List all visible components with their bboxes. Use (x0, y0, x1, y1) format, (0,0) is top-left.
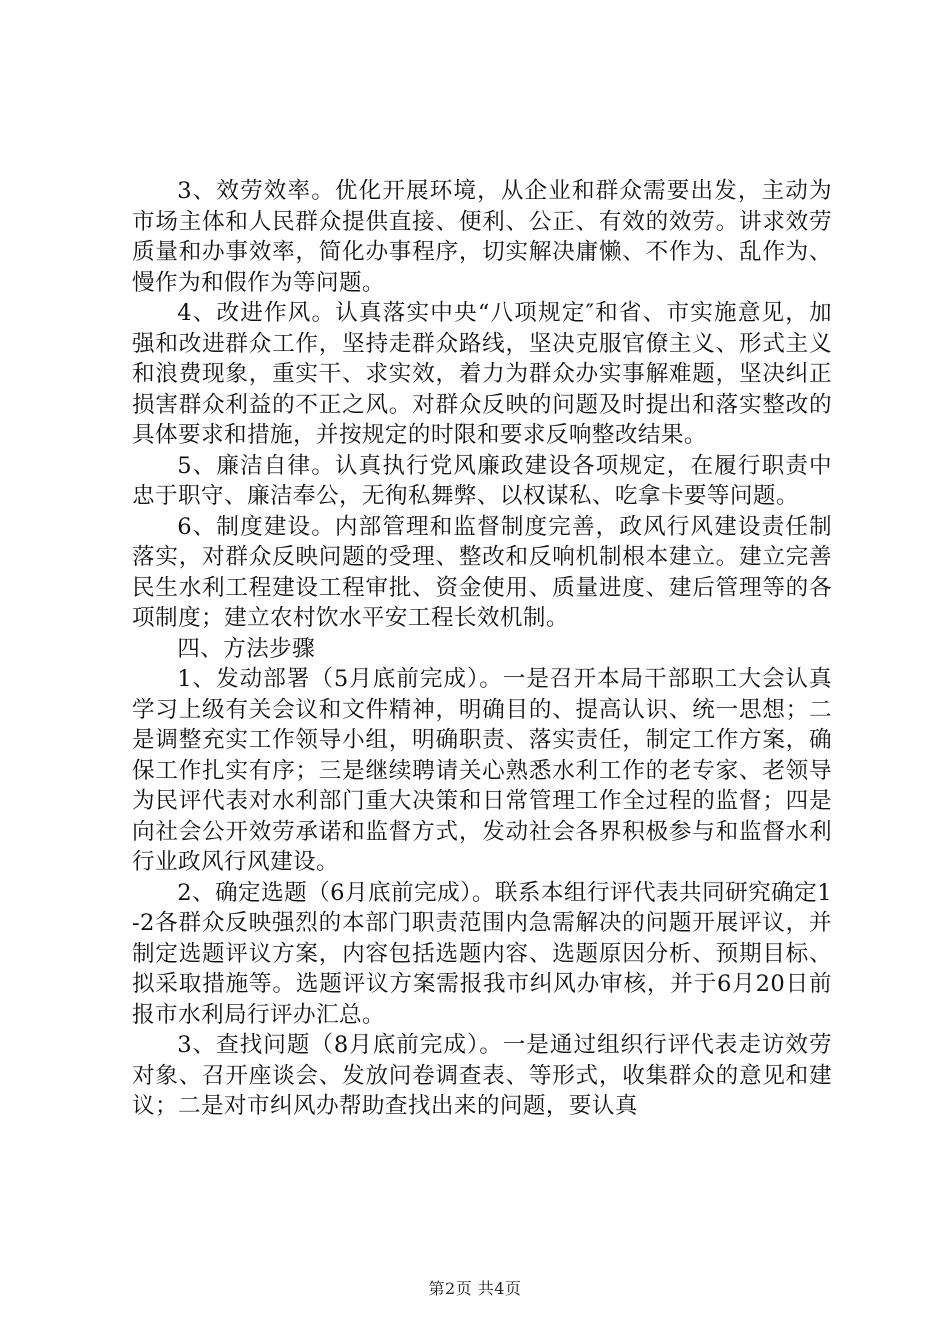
paragraph-find-problems: 3、查找问题（8月底前完成）。一是通过组织行评代表走访效劳对象、召开座谈会、发放问卷调查表、等形式，收集群众的意见和建议；二是对市纠风办帮助查找出来的问题，要认真 (132, 1032, 832, 1119)
paragraph-system-building: 6、制度建设。内部管理和监督制度完善，政风行风建设责任制落实，对群众反映问题的受理、整改和反响机制根本建立。建立完善民生水利工程建设工程审批、资金使用、质量进度、建后管理等的各项制度；建立农村饮水平安工程长效机制。 (132, 513, 832, 631)
paragraph-improve-style: 4、改进作风。认真落实中央“八项规定″和省、市实施意见，加强和改进群众工作，坚持走群众路线，坚决克服官僚主义、形式主义和浪费现象，重实干、求实效，着力为群众办实事解难题，坚决纠正损害群众利益的不正之风。对群众反映的问题及时提出和落实整改的具体要求和措施，并按规定的时限和要求反响整改结果。 (132, 300, 832, 448)
page-footer: 第2页 共4页 (428, 1279, 522, 1298)
paragraph-integrity: 5、廉洁自律。认真执行党风廉政建设各项规定，在履行职责中忠于职守、廉洁奉公，无徇私舞弊、以权谋私、吃拿卡要等问题。 (132, 452, 832, 509)
paragraph-service-efficiency: 3、效劳效率。优化开展环境，从企业和群众需要出发，主动为市场主体和人民群众提供直接、便利、公正、有效的效劳。讲求效劳质量和办事效率，简化办事程序，切实解决庸懒、不作为、乱作为、慢作为和假作为等问题。 (132, 178, 832, 296)
section-heading-methods: 四、方法步骤 (177, 635, 316, 662)
paragraph-select-topic: 2、确定选题（6月底前完成）。联系本组行评代表共同研究确定1-2各群众反映强烈的本部门职责范围内急需解决的问题开展评议，并制定选题评议方案，内容包括选题内容、选题原因分析、预期目标、拟采取措施等。选题评议方案需报我市纠风办审核，并于6月20日前报市水利局行评办汇总。 (132, 879, 832, 1028)
document-body (132, 176, 832, 1122)
paragraph-mobilize: 1、发动部署（5月底前完成）。一是召开本局干部职工大会认真学习上级有关会议和文件精神，明确目的、提高认识、统一思想；二是调整充实工作领导小组，明确职责、落实责任，制定工作方案，确保工作扎实有序；三是继续聘请关心熟悉水利工作的老专家、老领导为民评代表对水利部门重大决策和日常管理工作全过程的监督；四是向社会公开效劳承诺和监督方式，发动社会各界积极参与和监督水利行业政风行风建设。 (132, 666, 832, 875)
